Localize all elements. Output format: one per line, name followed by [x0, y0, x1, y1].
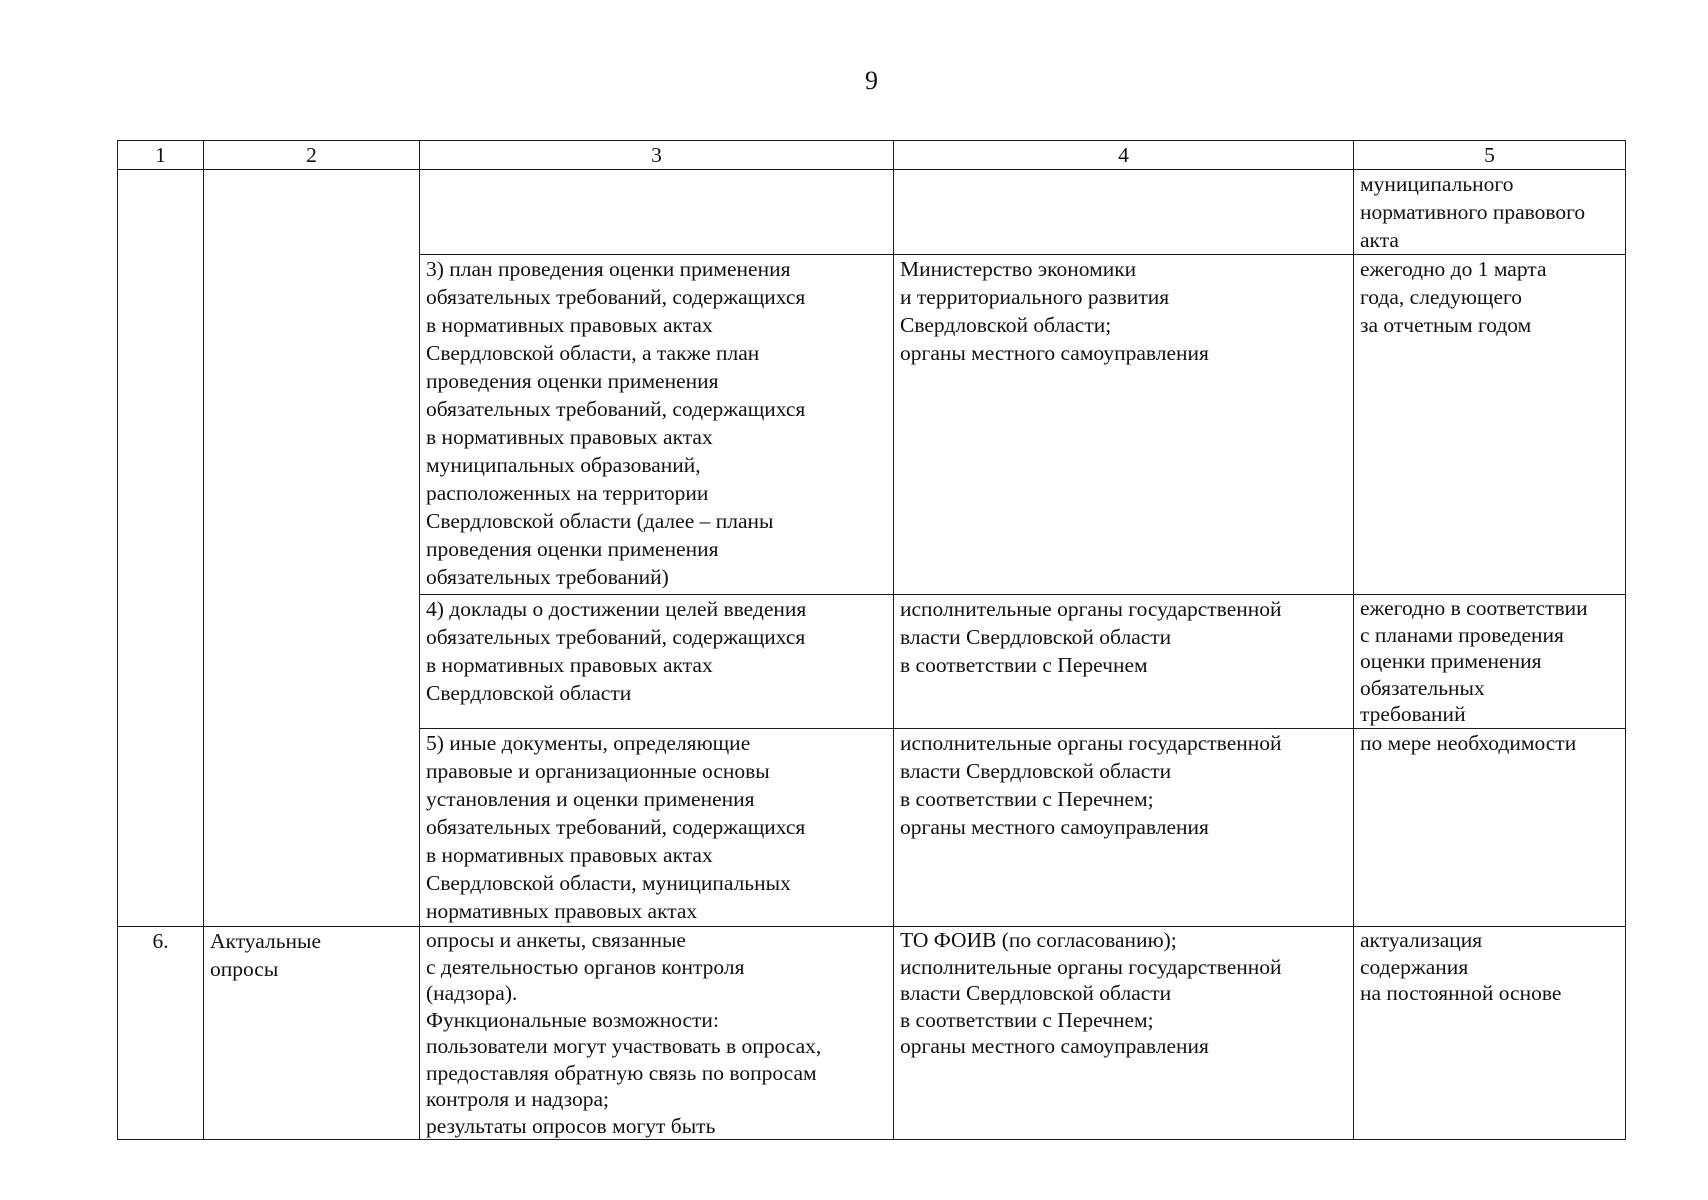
cell-line: опросы и анкеты, связанные [426, 928, 686, 952]
cell-line: в нормативных правовых актах [426, 843, 713, 867]
cell-line: требований [1360, 702, 1466, 726]
cell-line: исполнительные органы государственной [900, 954, 1282, 979]
cell-line: проведения оценки применения [426, 537, 719, 561]
cell-line: года, следующего [1360, 285, 1523, 309]
cell-line: в соответствии с Перечнем [900, 653, 1148, 677]
cell-line: в нормативных правовых актах [426, 425, 713, 449]
cell-line: в нормативных правовых актах [426, 653, 713, 677]
cell-line: ТО ФОИВ (по согласованию); [900, 928, 1177, 952]
table-header-row [118, 141, 1626, 170]
cell-line: обязательных [1360, 675, 1485, 700]
cell-line: оценки применения [1360, 649, 1542, 673]
page-number: 9 [865, 66, 878, 95]
cell-line: (надзора). [426, 981, 518, 1005]
cell-line: контроля и надзора; [426, 1087, 609, 1111]
cell-line: расположенных на территории [426, 481, 709, 505]
cell-line: правовые и организационные основы [426, 759, 770, 783]
responsible-cell [894, 927, 1354, 1140]
deadline-cell [1354, 595, 1626, 729]
document-cell [420, 255, 894, 595]
cell-line: содержания [1360, 954, 1469, 979]
deadline-cell [1354, 170, 1626, 255]
cell-line: власти Свердловской области [900, 759, 1172, 783]
cell-line: в соответствии с Перечнем; [900, 787, 1154, 811]
responsible-cell [894, 255, 1354, 595]
row-number-cell [118, 170, 204, 927]
cell-line: муниципального [1360, 172, 1514, 196]
cell-line: предоставляя обратную связь по вопросам [426, 1060, 817, 1085]
deadline-cell [1354, 255, 1626, 595]
cell-line: установления и оценки применения [426, 787, 755, 811]
deadline-cell [1354, 927, 1626, 1140]
cell-line: по мере необходимости [1360, 731, 1577, 755]
cell-line: проведения оценки применения [426, 369, 719, 393]
cell-line: муниципальных образований, [426, 453, 701, 477]
cell-line: 3) план проведения оценки применения [426, 257, 791, 281]
document-cell [420, 729, 894, 927]
document-cell [420, 595, 894, 729]
cell-line: акта [1360, 228, 1399, 252]
cell-line: исполнительные органы государственной [900, 731, 1282, 755]
column-header-1: 1 [118, 141, 204, 170]
cell-line: на постоянной основе [1360, 981, 1562, 1005]
cell-line: 4) доклады о достижении целей введения [426, 597, 807, 621]
cell-line: ежегодно в соответствии [1360, 596, 1588, 620]
cell-line: за отчетным годом [1360, 313, 1532, 337]
cell-line: Свердловской области [426, 681, 632, 705]
cell-line: опросы [210, 957, 279, 981]
responsible-cell [894, 170, 1354, 255]
cell-line: обязательных требований) [426, 565, 669, 589]
cell-line: нормативного правового [1360, 200, 1586, 224]
cell-line: в нормативных правовых актах [426, 313, 713, 337]
cell-line: с деятельностью органов контроля [426, 954, 745, 979]
column-header-5: 5 [1354, 141, 1626, 170]
cell-line: результаты опросов могут быть [426, 1113, 716, 1138]
cell-line: Свердловской области, а также план [426, 341, 760, 365]
cell-line: обязательных требований, содержащихся [426, 285, 806, 309]
cell-line: Актуальные [210, 929, 322, 953]
cell-line: нормативных правовых актах [426, 899, 698, 923]
cell-line: обязательных требований, содержащихся [426, 815, 806, 839]
cell-line: с планами проведения [1360, 622, 1564, 647]
document-cell [420, 927, 894, 1140]
cell-line: Свердловской области; [900, 313, 1112, 337]
cell-line: актуализация [1360, 928, 1483, 952]
cell-line: Свердловской области (далее – планы [426, 509, 774, 533]
cell-line: Министерство экономики [900, 257, 1137, 281]
column-header-4: 4 [894, 141, 1354, 170]
cell-line: пользователи могут участвовать в опросах, [426, 1034, 822, 1058]
deadline-cell [1354, 729, 1626, 927]
cell-line: ежегодно до 1 марта [1360, 257, 1547, 281]
table-row [118, 170, 1626, 255]
cell-line: исполнительные органы государственной [900, 597, 1282, 621]
cell-line: органы местного самоуправления [900, 1034, 1209, 1058]
cell-line: органы местного самоуправления [900, 341, 1209, 365]
cell-line: в соответствии с Перечнем; [900, 1007, 1154, 1032]
cell-line: обязательных требований, содержащихся [426, 625, 806, 649]
cell-line: 5) иные документы, определяющие [426, 731, 751, 755]
row-title-cell [204, 927, 420, 1140]
row-title-cell [204, 170, 420, 927]
measures-table [117, 140, 1626, 1140]
cell-line: обязательных требований, содержащихся [426, 397, 806, 421]
responsible-cell [894, 595, 1354, 729]
column-header-3: 3 [420, 141, 894, 170]
cell-line: и территориального развития [900, 285, 1170, 309]
cell-line: Свердловской области, муниципальных [426, 871, 791, 895]
column-header-2: 2 [204, 141, 420, 170]
row-number-cell: 6. [118, 927, 204, 1140]
cell-line: Функциональные возможности: [426, 1007, 719, 1032]
responsible-cell [894, 729, 1354, 927]
cell-line: власти Свердловской области [900, 981, 1172, 1005]
cell-line: власти Свердловской области [900, 625, 1172, 649]
cell-line: органы местного самоуправления [900, 815, 1209, 839]
document-cell [420, 170, 894, 255]
table-row [118, 927, 1626, 1140]
